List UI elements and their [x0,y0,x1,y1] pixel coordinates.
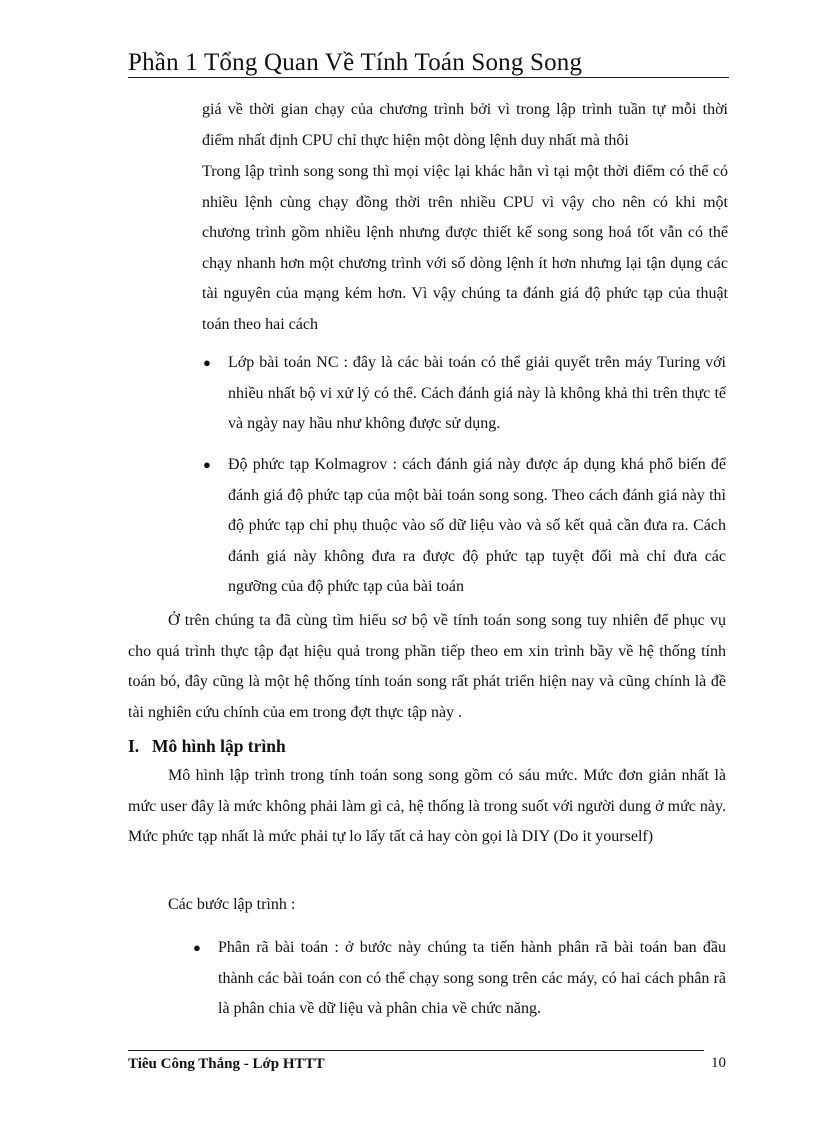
bullet-icon: ● [203,355,211,370]
bullet-item-decomposition: Phân rã bài toán : ở bước này chúng ta tiến hành phân rã bài toán ban đầu thành các bài toán con có thể chạy song song trên các máy, có hai cách phân rã là phân chia về dữ liệu và phân chia về chức năng. [218,939,726,1018]
bullet-icon: ● [193,940,201,955]
paragraph-programming-model: Mô hình lập trình trong tính toán song song gồm có sáu mức. Mức đơn giản nhất là mức user đây là mức không phải làm gì cả, hệ thống là trong suốt với người dung ở mức này. Mức phức tạp nhất là mức phải tự lo lấy tất cả hay còn gọi là DIY (Do it yourself) [128,767,726,846]
paragraph-steps-label: Các bước lập trình : [168,896,296,913]
page-number: 10 [711,1055,726,1071]
paragraph-summary: Ở trên chúng ta đã cùng tìm hiểu sơ bộ về tính toán song song tuy nhiên để phục vụ cho quá trình thực tập đạt hiệu quả trong phần tiếp theo em xin trình bầy về hệ thống tính toán bó, đây cũng là một hệ thống tính toán song rất phát triển hiện nay và cũng chính là đề tài nghiên cứu chính của em trong đợt thực tập này . [128,612,726,721]
paragraph-parallel-programming: Trong lập trình song song thì mọi việc lại khác hẳn vì tại một thời điểm có thể có nhiều lệnh cùng chạy đồng thời trên nhiều CPU vì vậy cho nên có khi một chương trình gồm nhiều lệnh nhưng được thiết kế song song hoá tốt vẫn có thể chạy nhanh hơn một chương trình với số dòng lệnh ít hơn nhưng lại tận dụng các tài nguyên của mạng kém hơn. Vì vậy chúng ta đánh giá độ phức tạp của thuật toán theo hai cách [202,163,728,333]
bullet-item-kolmagrov: Độ phức tạp Kolmagrov : cách đánh giá này được áp dụng khá phổ biến để đánh giá độ phức tạp của một bài toán song song. Theo cách đánh giá này thì độ phức tạp chỉ phụ thuộc vào số dữ liệu vào và số kết quả cần đưa ra. Cách đánh giá này không đưa ra được độ phức tạp tuyệt đối mà chỉ đưa các ngưỡng của độ phức tạp của bài toán [228,456,726,596]
section-number: I. [128,736,140,756]
bullet-item-nc-class: Lớp bài toán NC : đây là các bài toán có thể giải quyết trên máy Turing với nhiều nhất bộ vi xử lý có thể. Cách đánh giá này là không khả thi trên thực tế và ngày nay hầu như không được sử dụng. [228,354,726,433]
page-header-title: Phần 1 Tổng Quan Về Tính Toán Song Song [128,49,583,76]
footer-divider [128,1050,704,1051]
paragraph-continuation: giá về thời gian chạy của chương trình bởi vì trong lập trình tuần tự mỗi thời điểm nhất định CPU chỉ thực hiện một dòng lệnh duy nhất mà thôi [202,101,728,149]
footer-author: Tiêu Công Thắng - Lớp HTTT [128,1056,325,1072]
section-heading: Mô hình lập trình [152,736,286,756]
header-divider [128,77,729,78]
bullet-icon: ● [203,457,211,472]
